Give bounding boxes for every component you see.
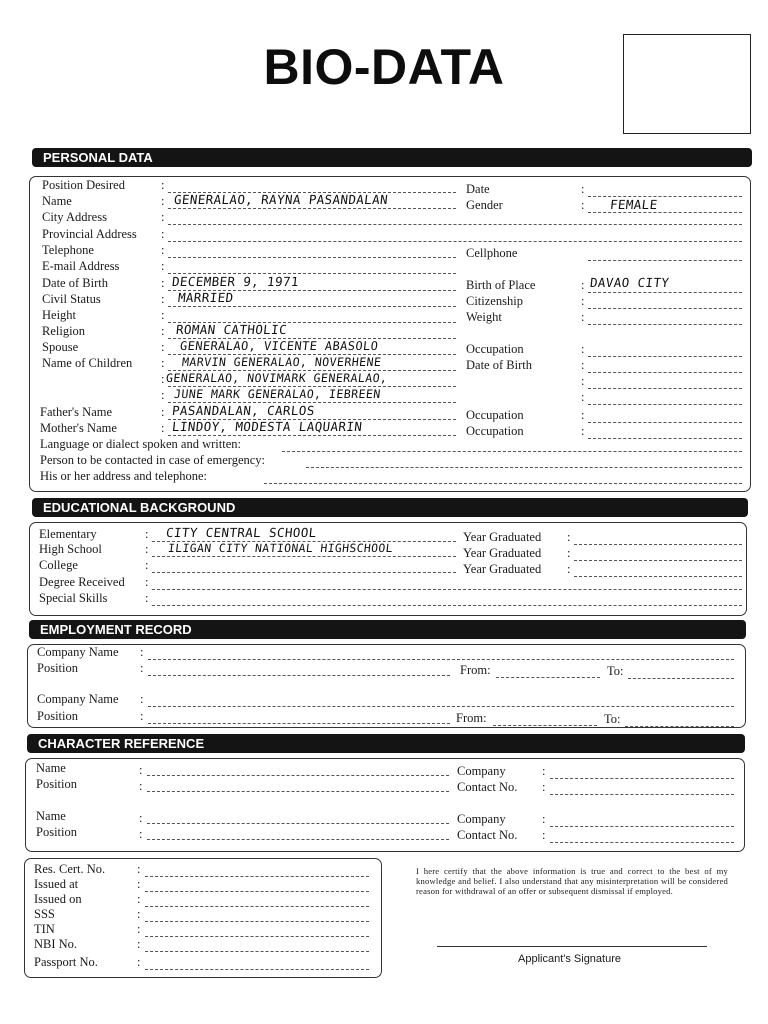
- label-children-dob: Date of Birth: [466, 358, 532, 372]
- label-weight: Weight: [466, 310, 502, 324]
- spouse-occupation-field[interactable]: [588, 356, 742, 357]
- father-occupation-field[interactable]: [588, 422, 742, 423]
- ref-position-1-field[interactable]: [147, 791, 449, 792]
- religion-field[interactable]: ROMAN CATHOLIC: [175, 322, 288, 337]
- label-company-1: Company Name: [37, 645, 119, 659]
- label-spouse-occupation: Occupation: [466, 342, 524, 356]
- ref-company-1-field[interactable]: [550, 778, 734, 779]
- year-highschool-field[interactable]: [574, 560, 742, 561]
- label-nbi: NBI No.: [34, 937, 78, 951]
- label-degree: Degree Received: [39, 575, 125, 589]
- birth-place-field[interactable]: DAVAO CITY: [589, 275, 671, 290]
- label-ref-company-2: Company: [457, 812, 506, 826]
- label-height: Height: [42, 308, 77, 322]
- label-date: Date: [466, 182, 490, 196]
- label-sss: SSS: [34, 907, 55, 921]
- label-ref-contact-1: Contact No.: [457, 780, 518, 794]
- label-language: Language or dialect spoken and written:: [40, 437, 241, 451]
- label-citizenship: Citizenship: [466, 294, 523, 308]
- label-father: Father's Name: [40, 405, 113, 419]
- label-high-school: High School: [39, 542, 102, 556]
- label-skills: Special Skills: [39, 591, 108, 605]
- skills-field[interactable]: [152, 605, 742, 606]
- label-ref-position-1: Position: [36, 777, 77, 791]
- label-emergency-address: His or her address and telephone:: [40, 469, 207, 483]
- language-field[interactable]: [282, 451, 742, 452]
- to-1-field[interactable]: [628, 678, 734, 679]
- label-position-desired: Position Desired: [42, 178, 125, 192]
- elementary-field[interactable]: CITY CENTRAL SCHOOL: [165, 525, 318, 540]
- label-mother-occupation: Occupation: [466, 424, 524, 438]
- citizenship-field[interactable]: [588, 308, 742, 309]
- college-field[interactable]: [152, 572, 456, 573]
- cellphone-field[interactable]: [588, 260, 742, 261]
- section-header-education: EDUCATIONAL BACKGROUND: [32, 498, 748, 517]
- label-position-1: Position: [37, 661, 78, 675]
- certification-text: I here certify that the above information is true and correct to the best of my knowledge and belief. I also understand that any misinterpretation will be considered reason for withdrawal of an offer or subsequent dismissal if employed.: [416, 866, 728, 896]
- from-1-field[interactable]: [496, 677, 600, 678]
- label-res-cert: Res. Cert. No.: [34, 862, 106, 876]
- label-telephone: Telephone: [42, 243, 94, 257]
- label-from-1: From:: [460, 663, 491, 677]
- company-2-field[interactable]: [148, 706, 734, 707]
- label-provincial-address: Provincial Address: [42, 227, 137, 241]
- child-3-field[interactable]: JUNE MARK GENERALAO, IEBREEN: [173, 387, 382, 401]
- label-ref-name-1: Name: [36, 761, 66, 775]
- to-2-field[interactable]: [625, 726, 734, 727]
- label-tin: TIN: [34, 922, 55, 936]
- photo-box: [623, 34, 751, 134]
- degree-field[interactable]: [152, 589, 742, 590]
- children-dob-field-3[interactable]: [588, 404, 742, 405]
- education-panel: [29, 522, 747, 616]
- label-ref-company-1: Company: [457, 764, 506, 778]
- high-school-field[interactable]: ILIGAN CITY NATIONAL HIGHSCHOOL: [167, 541, 394, 555]
- section-header-employment: EMPLOYMENT RECORD: [29, 620, 746, 639]
- weight-field[interactable]: [588, 324, 742, 325]
- dob-field[interactable]: DECEMBER 9, 1971: [171, 274, 300, 289]
- label-year-elementary: Year Graduated: [463, 530, 542, 544]
- tin-field[interactable]: [145, 936, 369, 937]
- label-company-2: Company Name: [37, 692, 119, 706]
- label-religion: Religion: [42, 324, 86, 338]
- sss-field[interactable]: [145, 921, 369, 922]
- label-email: E-mail Address: [42, 259, 120, 273]
- label-children: Name of Children: [42, 356, 133, 370]
- label-issued-at: Issued at: [34, 877, 79, 891]
- name-field[interactable]: GENERALAO, RAYNA PASANDALAN: [173, 192, 389, 207]
- label-spouse: Spouse: [42, 340, 79, 354]
- spouse-field[interactable]: GENERALAO, VICENTE ABASOLO: [179, 339, 379, 353]
- section-header-personal: PERSONAL DATA: [32, 148, 752, 167]
- res-cert-field[interactable]: [145, 876, 369, 877]
- label-emergency: Person to be contacted in case of emergency:: [40, 453, 266, 467]
- passport-field[interactable]: [145, 969, 369, 970]
- children-dob-field-1[interactable]: [588, 372, 742, 373]
- label-father-occupation: Occupation: [466, 408, 524, 422]
- label-to-2: To:: [604, 712, 621, 726]
- label-to-1: To:: [607, 664, 624, 678]
- ref-position-2-field[interactable]: [147, 839, 449, 840]
- gender-field[interactable]: FEMALE: [609, 197, 659, 212]
- year-elementary-field[interactable]: [574, 544, 742, 545]
- label-name: Name: [42, 194, 72, 208]
- from-2-field[interactable]: [493, 725, 597, 726]
- character-panel: [25, 758, 745, 852]
- section-header-character: CHARACTER REFERENCE: [27, 734, 745, 753]
- label-mother: Mother's Name: [40, 421, 117, 435]
- signature-line[interactable]: [437, 946, 707, 947]
- label-birth-place: Birth of Place: [466, 278, 536, 292]
- civil-status-field[interactable]: MARRIED: [177, 290, 235, 305]
- label-position-2: Position: [37, 709, 78, 723]
- city-address-field[interactable]: [168, 224, 742, 225]
- company-1-field[interactable]: [148, 659, 734, 660]
- label-ref-position-2: Position: [36, 825, 77, 839]
- father-field[interactable]: PASANDALAN, CARLOS: [171, 403, 316, 418]
- label-year-college: Year Graduated: [463, 562, 542, 576]
- position-1-field[interactable]: [148, 675, 450, 676]
- label-year-highschool: Year Graduated: [463, 546, 542, 560]
- emergency-address-field[interactable]: [264, 483, 742, 484]
- label-issued-on: Issued on: [34, 892, 82, 906]
- issued-on-field[interactable]: [145, 906, 369, 907]
- ref-name-1-field[interactable]: [147, 775, 449, 776]
- page-title: BIO-DATA: [263, 39, 505, 95]
- nbi-field[interactable]: [145, 951, 369, 952]
- provincial-address-field[interactable]: [168, 241, 742, 242]
- child-2-field[interactable]: GENERALAO, NOVIMARK GENERALAO,: [165, 371, 389, 385]
- mother-field[interactable]: LINDOY, MODESTA LAQUARIN: [171, 419, 364, 434]
- issued-at-field[interactable]: [145, 891, 369, 892]
- telephone-field[interactable]: [168, 257, 456, 258]
- label-gender: Gender: [466, 198, 503, 212]
- employment-panel: [27, 644, 746, 728]
- ref-name-2-field[interactable]: [147, 823, 449, 824]
- label-civil-status: Civil Status: [42, 292, 101, 306]
- label-from-2: From:: [456, 711, 487, 725]
- ref-contact-2-field[interactable]: [550, 842, 734, 843]
- year-college-field[interactable]: [574, 576, 742, 577]
- label-passport: Passport No.: [34, 955, 98, 969]
- label-dob: Date of Birth: [42, 276, 108, 290]
- child-1-field[interactable]: MARVIN GENERALAO, NOVERHENE: [181, 355, 383, 369]
- label-ref-name-2: Name: [36, 809, 66, 823]
- ref-company-2-field[interactable]: [550, 826, 734, 827]
- label-college: College: [39, 558, 78, 572]
- label-elementary: Elementary: [39, 527, 97, 541]
- ref-contact-1-field[interactable]: [550, 794, 734, 795]
- emergency-field[interactable]: [306, 467, 742, 468]
- children-dob-field-2[interactable]: [588, 388, 742, 389]
- label-cellphone: Cellphone: [466, 246, 518, 260]
- label-city-address: City Address: [42, 210, 107, 224]
- signature-label: Applicant's Signature: [518, 953, 621, 965]
- mother-occupation-field[interactable]: [588, 438, 742, 439]
- position-2-field[interactable]: [148, 723, 450, 724]
- label-ref-contact-2: Contact No.: [457, 828, 518, 842]
